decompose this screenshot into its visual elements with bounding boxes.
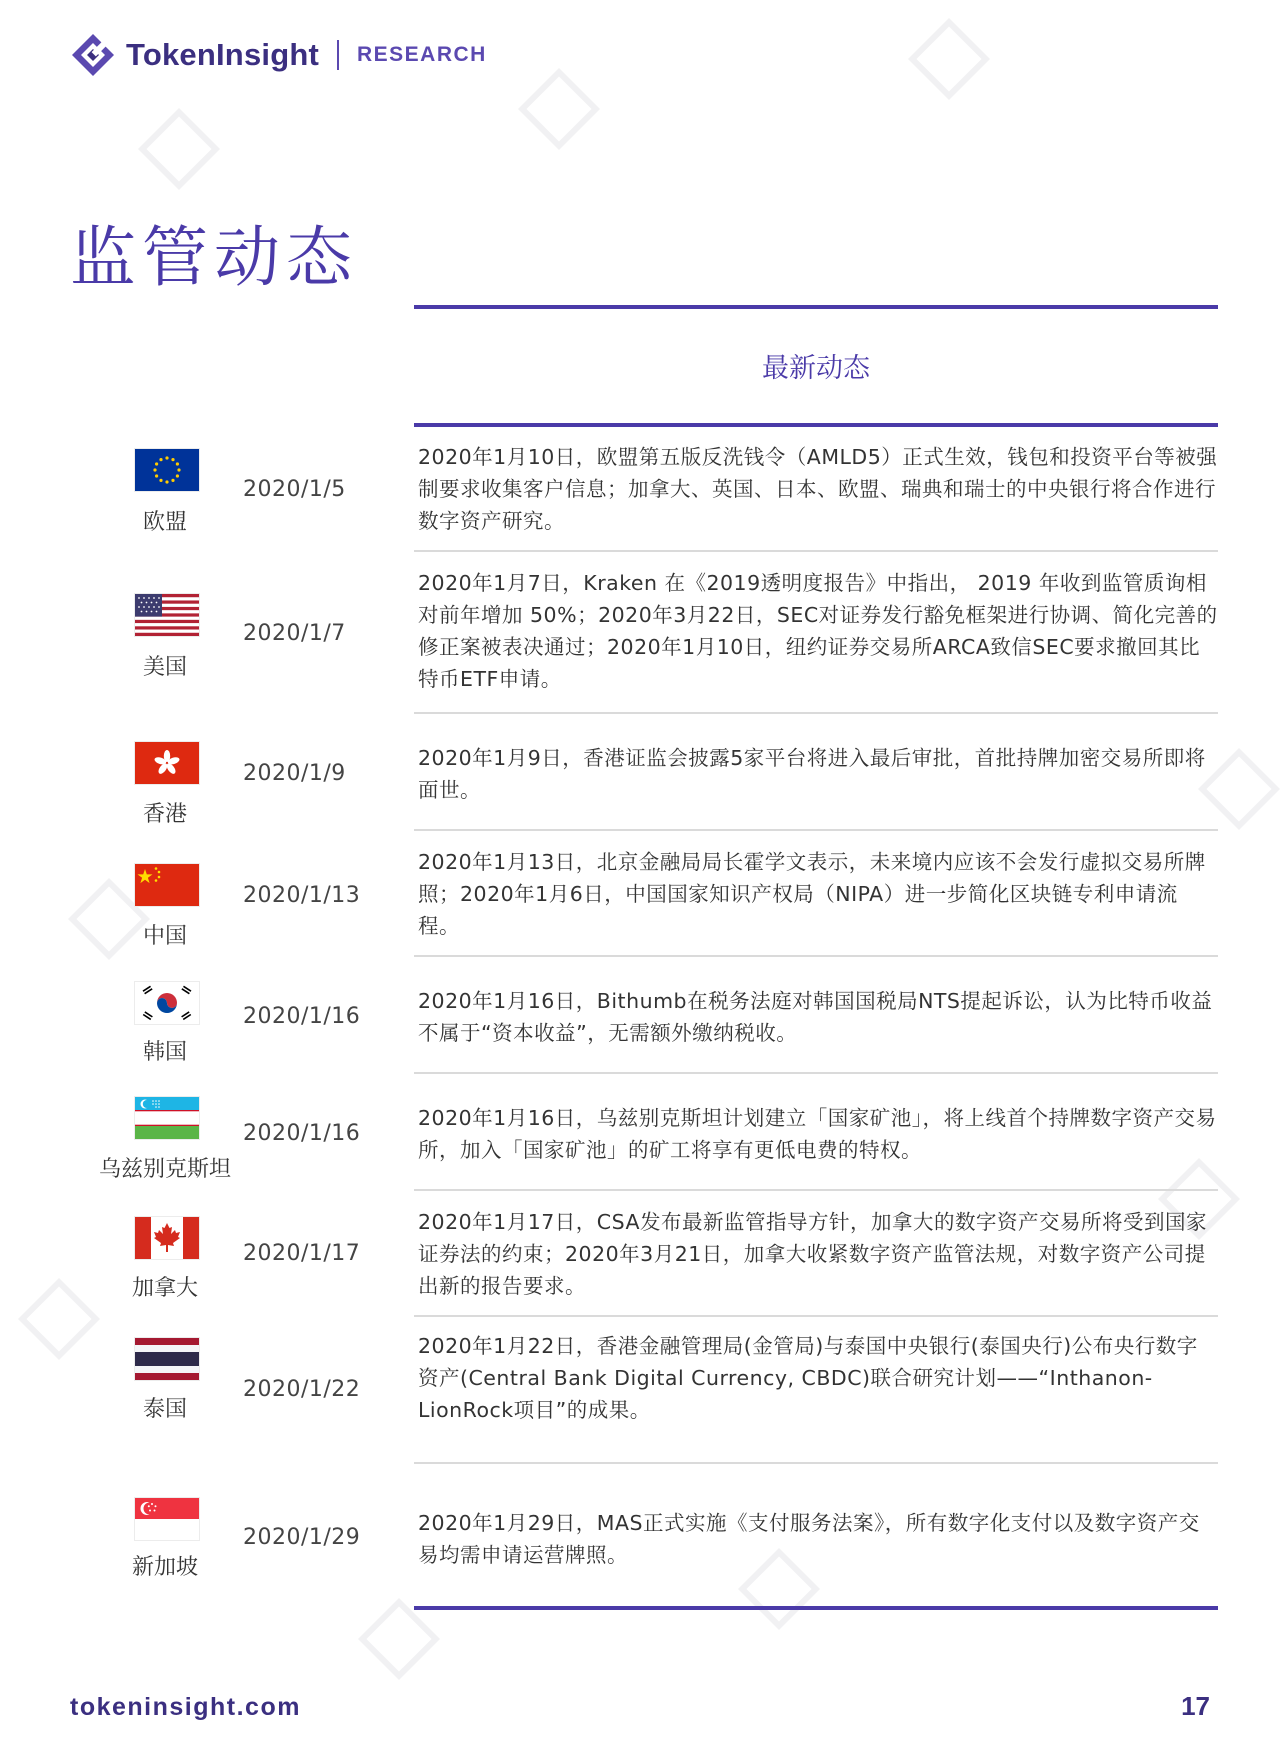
date: 2020/1/29	[243, 1525, 361, 1550]
page-title: 监管动态	[70, 219, 358, 297]
news-text: 2020年1月10日，欧盟第五版反洗钱令（AMLD5）正式生效，钱包和投资平台等被强制要求收集客户信息；加拿大、英国、日本、欧盟、瑞典和瑞士的中央银行将合作进行数字资产研究。	[418, 445, 1218, 533]
canada-flag-icon	[135, 1217, 199, 1259]
country-name: 新加坡	[131, 1555, 198, 1580]
date: 2020/1/17	[243, 1241, 361, 1266]
date: 2020/1/5	[243, 477, 346, 502]
brand-name: TokenInsight	[126, 37, 319, 72]
country-name: 香港	[142, 802, 187, 827]
table-row	[0, 714, 1280, 831]
table-bottom-rule	[414, 1606, 1218, 1610]
date: 2020/1/22	[243, 1377, 361, 1402]
country-name: 欧盟	[142, 510, 187, 535]
date: 2020/1/16	[243, 1004, 361, 1029]
header-separator	[337, 40, 339, 70]
date: 2020/1/13	[243, 883, 361, 908]
uzbekistan-flag-icon	[135, 1097, 199, 1139]
date: 2020/1/16	[243, 1121, 361, 1146]
country-name: 美国	[142, 655, 187, 680]
date: 2020/1/9	[243, 761, 346, 786]
table-row	[0, 1074, 1280, 1191]
country-name: 乌兹别克斯坦	[98, 1157, 231, 1182]
eu-flag-icon	[135, 449, 199, 491]
footer-url-link[interactable]: tokeninsight.com	[70, 1693, 301, 1721]
table-row	[0, 1464, 1280, 1608]
news-text: 2020年1月7日，Kraken 在《2019透明度报告》中指出， 2019 年收到监管质询相对前年增加 50%；2020年3月22日，SEC对证券发行豁免框架进行协调、简化完善的修正案被表决通过；2020年1月10日，纽约证券交易所ARCA致信SEC要求撤回其比特币ETF申请。	[418, 571, 1218, 691]
news-text: 2020年1月16日，乌兹别克斯坦计划建立「国家矿池」，将上线首个持牌数字资产交易所，加入「国家矿池」的矿工将享有更低电费的特权。	[418, 1106, 1217, 1162]
header	[70, 30, 487, 80]
table-row	[0, 1317, 1280, 1464]
tokeninsight-logo-icon	[70, 32, 116, 78]
news-text: 2020年1月16日，Bithumb在税务法庭对韩国国税局NTS提起诉讼，认为比特币收益不属于“资本收益”，无需额外缴纳税收。	[418, 989, 1213, 1045]
page-number: 17	[1181, 1691, 1210, 1721]
thailand-flag-icon	[135, 1338, 199, 1380]
column-title: 最新动态	[762, 353, 870, 384]
table-top-rule	[414, 305, 1218, 309]
us-flag-icon	[135, 594, 199, 636]
section-label: RESEARCH	[357, 43, 487, 66]
table-row	[0, 831, 1280, 957]
news-text: 2020年1月13日，北京金融局局长霍学文表示，未来境内应该不会发行虚拟交易所牌照；2020年1月6日，中国国家知识产权局（NIPA）进一步简化区块链专利申请流程。	[418, 850, 1206, 938]
table-row	[0, 957, 1280, 1074]
table-row	[0, 427, 1280, 552]
china-flag-icon	[135, 864, 199, 906]
country-name: 泰国	[142, 1397, 187, 1422]
korea-flag-icon	[135, 982, 199, 1024]
country-name: 中国	[142, 924, 187, 949]
country-name: 韩国	[142, 1040, 187, 1065]
table-row	[0, 1191, 1280, 1317]
news-text: 2020年1月22日，香港金融管理局(金管局)与泰国中央银行(泰国央行)公布央行数字资产(Central Bank Digital Currency, CBDC)联合研究计划——“Inthanon-LionRock项目”的成果。	[418, 1334, 1198, 1422]
table-row	[0, 552, 1280, 714]
date: 2020/1/7	[243, 621, 346, 646]
singapore-flag-icon	[135, 1498, 199, 1540]
country-name: 加拿大	[131, 1276, 198, 1301]
news-text: 2020年1月9日，香港证监会披露5家平台将进入最后审批，首批持牌加密交易所即将面世。	[418, 746, 1206, 802]
news-text: 2020年1月17日，CSA发布最新监管指导方针，加拿大的数字资产交易所将受到国家证券法的约束；2020年3月21日，加拿大收紧数字资产监管法规，对数字资产公司提出新的报告要求。	[418, 1210, 1208, 1298]
news-text: 2020年1月29日，MAS正式实施《支付服务法案》，所有数字化支付以及数字资产交易均需申请运营牌照。	[418, 1511, 1200, 1567]
hong-kong-flag-icon	[135, 742, 199, 784]
